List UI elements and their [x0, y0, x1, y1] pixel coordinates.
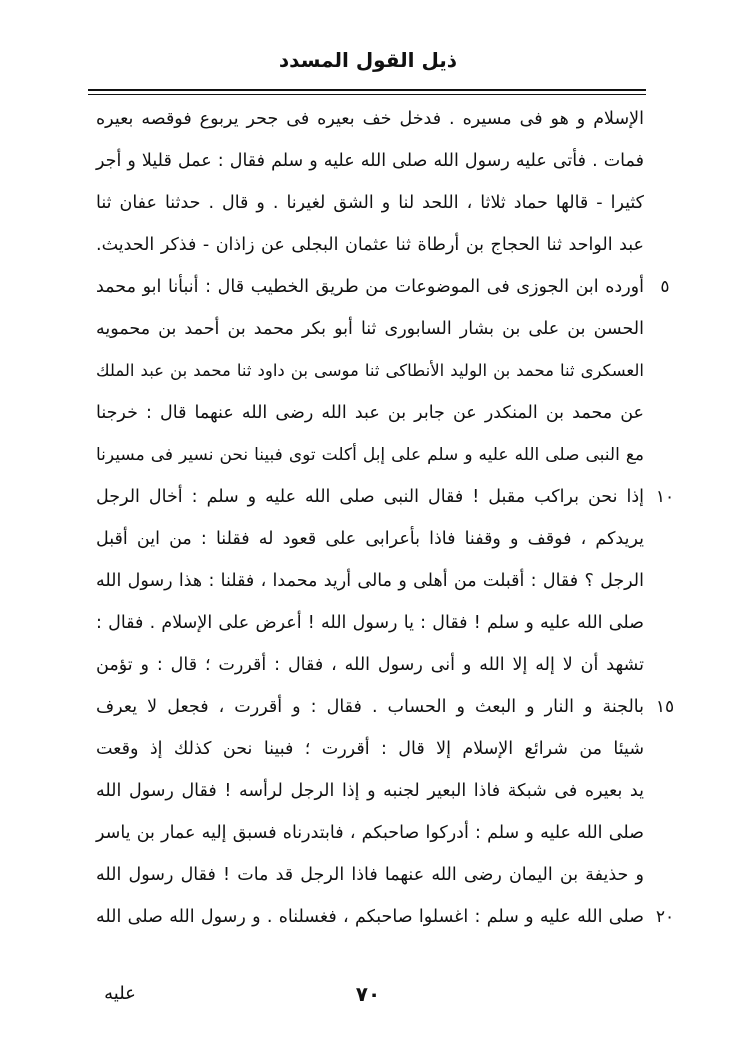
text-line: عن محمد بن المنكدر عن جابر بن عبد الله رضى الله عنهما قال : خرجنا	[96, 403, 644, 423]
text-line: صلى الله عليه و سلم : اغسلوا صاحبكم ، فغسلناه . و رسول الله صلى الله	[96, 907, 644, 927]
text-line: و حذيفة بن اليمان رضى الله عنهما فاذا الرجل قد مات ! فقال رسول الله	[96, 865, 644, 885]
line-number: ٢٠	[655, 907, 675, 927]
text-line: العسكرى ثنا محمد بن الوليد الأنطاكى ثنا موسى بن داود ثنا محمد بن عبد الملك	[96, 361, 644, 380]
catchword: عليه	[104, 983, 136, 1004]
page-number: ٧٠	[355, 982, 381, 1006]
text-line: عبد الواحد ثنا الحجاج بن أرطاة ثنا عثمان البجلى عن زاذان - فذكر الحديث.	[96, 235, 644, 255]
running-title: ذيل القول المسدد	[278, 48, 458, 72]
line-number: ٥	[660, 277, 670, 297]
text-line: مع النبى صلى الله عليه و سلم على إبل أكلت توى فبينا نحن نسير فى مسيرنا	[96, 445, 644, 465]
line-number: ١٥	[655, 697, 675, 717]
text-line: الحسن بن على بن بشار السابورى ثنا أبو بكر محمد بن أحمد بن محمويه	[96, 319, 644, 339]
text-line: شيئا من شرائع الإسلام إلا قال : أقررت ؛ فبينا نحن كذلك إذ وقعت	[96, 739, 644, 759]
text-line: بالجنة و النار و البعث و الحساب . فقال : و أقررت ، فجعل لا يعرف	[96, 697, 644, 717]
text-line: أورده ابن الجوزى فى الموضوعات من طريق الخطيب قال : أنبأنا ابو محمد	[96, 277, 644, 297]
text-line: كثيرا - قالها حماد ثلاثا ، اللحد لنا و الشق لغيرنا . و قال . حدثنا عفان ثنا	[96, 193, 644, 213]
text-line: صلى الله عليه و سلم : أدركوا صاحبكم ، فابتدرناه فسبق إليه عمار بن ياسر	[96, 823, 644, 843]
header-rule-thick	[88, 89, 646, 91]
text-line: فمات . فأتى عليه رسول الله صلى الله عليه و سلم فقال : عمل قليلا و أجر	[96, 151, 644, 171]
text-line: صلى الله عليه و سلم ! فقال : يا رسول الله ! أعرض على الإسلام . فقال :	[96, 613, 644, 633]
header-rule-thin	[88, 94, 646, 95]
text-line: إذا نحن براكب مقبل ! فقال النبى صلى الله عليه و سلم : أخال الرجل	[96, 487, 644, 507]
text-line: تشهد أن لا إله إلا الله و أنى رسول الله ، فقال : أقررت ؛ قال : و تؤمن	[96, 655, 644, 675]
text-line: الرجل ؟ فقال : أقبلت من أهلى و مالى أريد محمدا ، فقلنا : هذا رسول الله	[96, 571, 644, 591]
text-line: الإسلام و هو فى مسيره . فدخل خف بعيره فى جحر يربوع فوقصه بعيره	[96, 109, 644, 129]
text-line: يريدكم ، فوقف و وقفنا فاذا بأعرابى على قعود له فقلنا : من اين أقبل	[96, 529, 644, 549]
text-line: يد بعيره فى شبكة فاذا البعير لجنبه و إذا الرجل لرأسه ! فقال رسول الله	[96, 781, 644, 801]
body-text	[96, 98, 644, 938]
line-number: ١٠	[655, 487, 675, 507]
